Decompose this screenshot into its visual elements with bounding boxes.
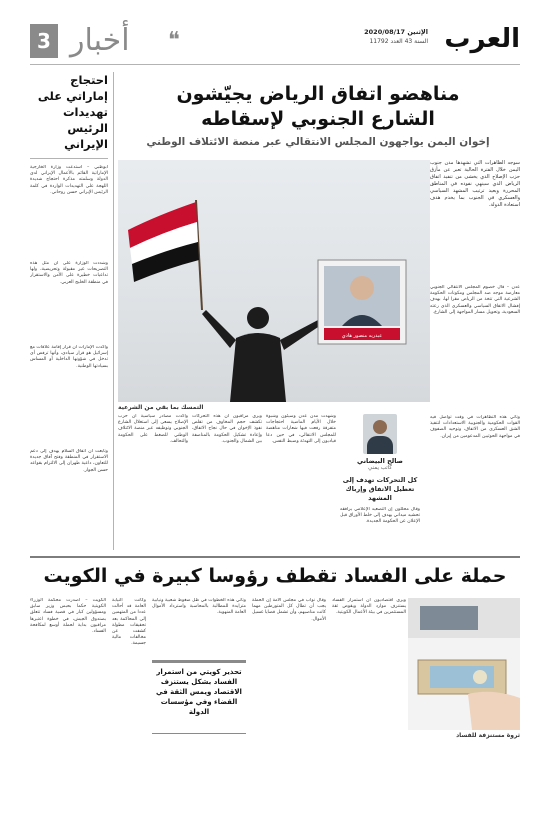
bottom-pull-box (152, 660, 246, 734)
issue-line: السنة 43 العدد 11792 (369, 38, 428, 45)
masthead (30, 22, 520, 68)
lead-headline-line2: الشارع الجنوبي لإسقاطه (201, 108, 435, 130)
masthead-divider (30, 64, 520, 65)
sidebar-story (30, 72, 108, 552)
lead-intro-body: سوجه الظاهرات التي تشهدها مدن جنوب اليمن خلال الفترة الحالية تعبر عن مأزق حزب الإصلاح الذي يخشى من تنفيذ اتفاق الرياض الذي سينهي نفوذه في المناطق المحررة ويعيد ترتيب المشهد السياسي والعسكري في الجنوب بما يخدم هدف استعادة الدولة. (430, 160, 520, 208)
columnist-name: صالح البيضاني (357, 457, 403, 465)
quote-mark-icon: ❝ (168, 28, 180, 53)
bottom-col-1: الكويت – أصدرت محكمة الوزراء الكويتية حكما بحبس وزير سابق ومسؤولين كبار في قضية فساد تتعلق بصندوق الجيش، في خطوة اعتبرها مراقبون بداية لحملة أوسع لمكافحة الفساد. (30, 598, 106, 635)
page-number-box (30, 24, 58, 58)
date-line: الإثنين 2020/08/17 (364, 28, 428, 36)
bottom-headline: حملة على الفساد تقطف رؤوسا كبيرة في الكويت (43, 565, 507, 587)
lead-headline-line1: مناهضو اتفاق الرياض يجيّشون (176, 83, 460, 105)
lead-col-b: وتأتي هذه التظاهرات في وقت تواصل فيه القوات الحكومية والجنوبية الاستعدادات لتنفيذ الشق العسكري من الاتفاق، وتوحيد الصفوف في مواجهة الحوثيين المدعومين من إيران. (430, 415, 520, 439)
sidebar-headline: احتجاج إماراتي على تهديدات الرئيس الإيراني (37, 73, 108, 151)
section-title: أخبار (70, 23, 130, 58)
date-block (364, 28, 428, 45)
lead-headline (118, 82, 518, 132)
portrait-poster (318, 260, 406, 344)
sidebar-body-1: أبوظبي – استدعت وزارة الخارجية الإماراتية القائم بالأعمال الإيراني لدى الدولة وسلمته مذكرة احتجاج شديدة اللهجة على التهديدات الواردة في كلمة الرئيس الإيراني حسن روحاني. (30, 165, 108, 195)
columnist-role: كاتب يمني (368, 465, 392, 471)
protest-scene (118, 160, 430, 402)
sidebar-divider (30, 158, 108, 159)
lead-photo-caption: التمسك بما بقي من الشرعية (118, 404, 204, 411)
bottom-col-3: وتأتي هذه الخطوات في ظل ضغوط شعبية ونيابية متزايدة للمطالبة بالمحاسبة واسترداد الأموال العامة المنهوبة. (152, 598, 246, 616)
sidebar-body-2: وشددت الوزارة على أن مثل هذه التصريحات غير مقبولة وتحريضية، ولها تداعيات خطيرة على الأمن والاستقرار في منطقة الخليج العربي. (30, 261, 108, 285)
lead-col-e: وشهدت مدن عدن وسيئون وشبوة خلال الأيام الماضية احتجاجات متفرقة رفعت فيها شعارات مناهضة للمجلس الانتقالي، في حين دعا قياديون إلى التهدئة وضبط النفس. (266, 414, 336, 444)
pull-quote: كل التحركات تهدف إلى تعطيل الاتفاق وإرباك المشهد (342, 476, 418, 502)
money-hand-scene (408, 598, 520, 730)
page-number: 3 (37, 29, 51, 53)
banknote-icon (418, 660, 506, 694)
bottom-col-5: ويرى اقتصاديون أن استمرار الفساد يستنزف موارد الدولة ويقوض ثقة المستثمرين في بيئة الأعمال الكويتية. (332, 598, 406, 616)
bottom-col-4: وقال نواب في مجلس الأمة إن الحملة يجب أن تطال كل المتورطين مهما كانت مناصبهم، وأن تشمل قضايا غسيل الأموال. (252, 598, 326, 622)
yemen-flag-icon (128, 202, 199, 282)
lead-photo (118, 160, 430, 402)
lead-col-f: وقال محللون إن التصعيد الإعلامي يرافقه تحشيد ميداني يهدف إلى خلط الأوراق قبل الإعلان عن الحكومة الجديدة. (340, 507, 420, 525)
bottom-col-2: وكانت النيابة العامة قد أحالت عددا من المتهمين إلى المحاكمة بعد تحقيقات مطولة كشفت عن مخالفات مالية جسيمة. (112, 598, 146, 647)
newspaper-logo: العرب (444, 24, 520, 54)
bottom-photo (408, 598, 520, 730)
sidebar-body-3: وأكدت الإمارات أن قرار إقامة علاقات مع إسرائيل هو قرار سيادي، وأنها ترفض أي تدخل في شؤونها الداخلية أو المساس بسيادتها الوطنية. (30, 345, 108, 369)
columnist-box (340, 414, 420, 549)
sidebar-column-rule (113, 72, 114, 550)
lead-col-a: عدن – قال خصوم المجلس الانتقالي الجنوبي معارضة موجه ضد المجلس ومكونات الحكومة الشرعية التي تتخذ من الرياض مقرا لها، بهدف إفشال الاتفاق السياسي والعسكري الذي رعته السعودية، وتحويل مسار المواجهة إلى الشارع. (430, 285, 520, 315)
lead-col-c: وأكدت مصادر سياسية أن حزب الإصلاح يسعى إلى استغلال الشارع الجنوبي وتوظيفه عبر منصة الائتلاف الوطني للضغط على الحكومة والتحالف. (118, 414, 188, 444)
lead-col-d: ويرى مراقبون أن هذه التحركات تكشف حجم المخاوف من تقلص نفوذ الإخوان في حال نجاح الاتفاق، وإعادة تشكيل الحكومة بالمناصفة بين الشمال والجنوب. (192, 414, 262, 444)
section-divider (30, 556, 520, 558)
bottom-pull-text: تحذير كويتي من استمرار الفساد بشكل يستنزف الاقتصاد ويمس الثقة في القضاء وفي مؤسسات الدولة (156, 668, 242, 716)
bottom-photo-caption: ثروة مستنزفة للفساد (456, 732, 520, 739)
lead-subheadline: إخوان اليمن يواجهون المجلس الانتقالي عبر منصة الائتلاف الوطني (146, 136, 490, 148)
protester-silhouette (202, 307, 321, 402)
columnist-avatar (363, 414, 397, 454)
poster-caption: عبدربه منصور هادي (341, 333, 383, 339)
sidebar-body-4: وتابعت أن اتفاق السلام يهدف إلى دعم الاستقرار في المنطقة وفتح آفاق جديدة للتعاون، داعية طهران إلى الالتزام بقواعد حسن الجوار. (30, 449, 108, 473)
